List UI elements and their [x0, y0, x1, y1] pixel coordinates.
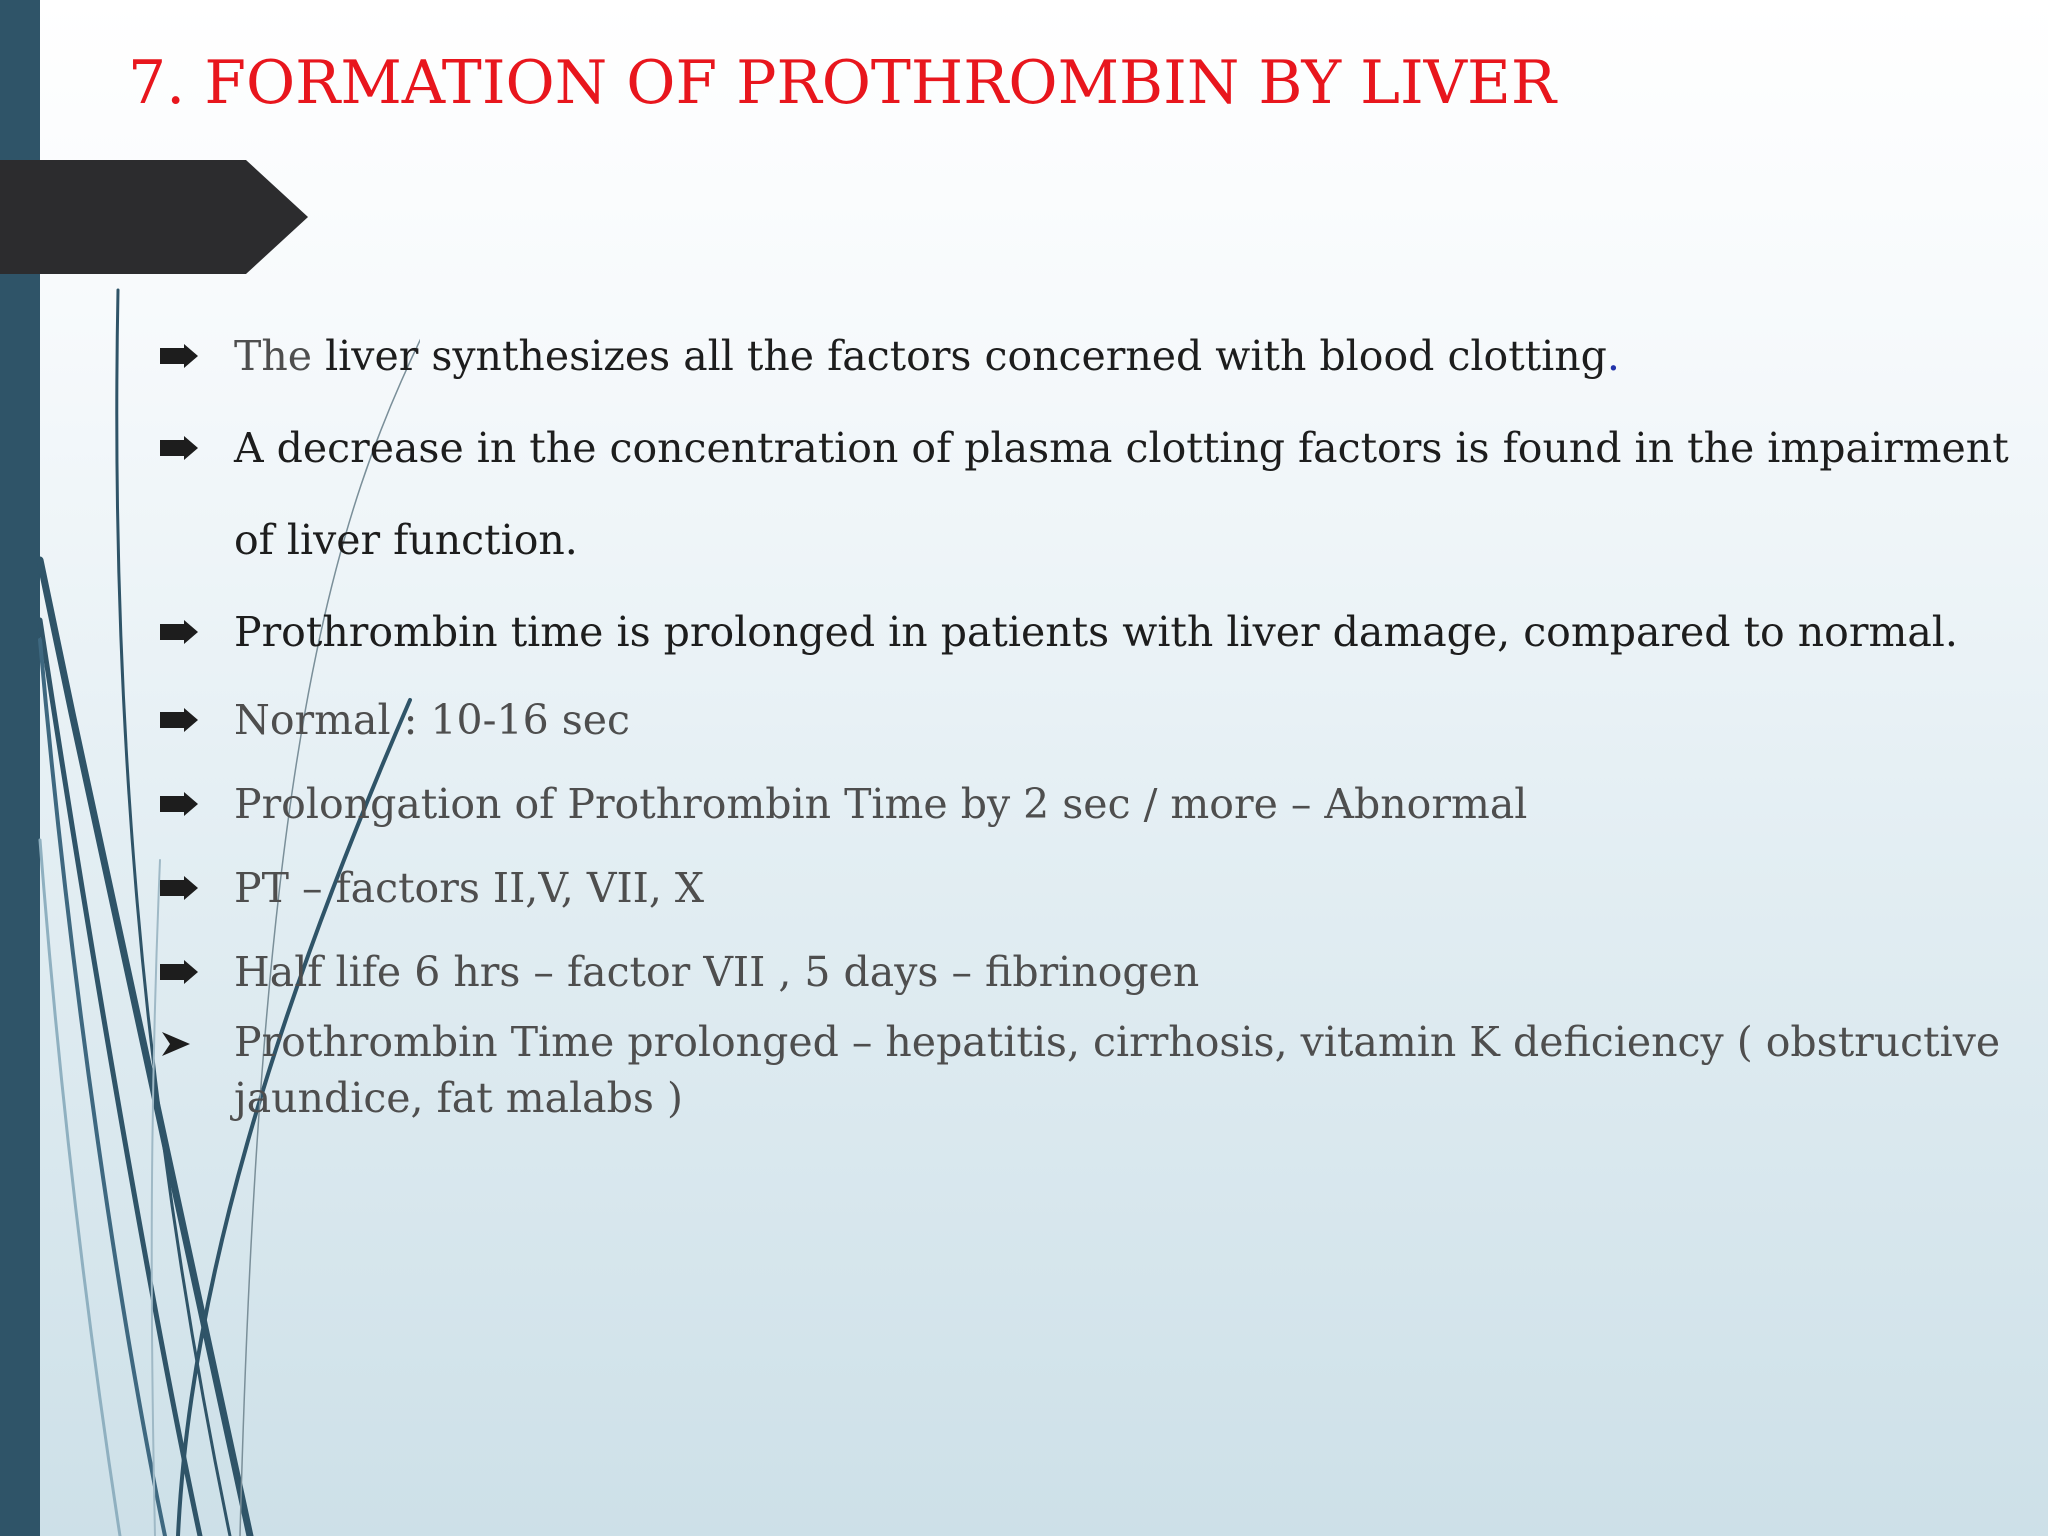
bullet-text: A decrease in the concentration of plasma clotting factors is found in the impairment of liver function.	[234, 424, 2009, 564]
bullet-item	[160, 930, 2040, 1014]
arrow-tab-decoration	[0, 160, 308, 274]
bullet-item	[160, 762, 2040, 846]
arrow-bullet-icon	[160, 708, 198, 732]
bullet-text: Prolongation of Prothrombin Time by 2 sec / more – Abnormal	[234, 780, 1528, 828]
bullet-item	[160, 402, 2040, 586]
arrow-bullet-icon	[160, 344, 198, 368]
chevron-bullet-icon	[160, 1032, 198, 1056]
arrow-bullet-icon	[160, 620, 198, 644]
bullet-item	[160, 846, 2040, 930]
bullet-item	[160, 1014, 2040, 1126]
arrow-bullet-icon	[160, 792, 198, 816]
bullet-text: Half life 6 hrs – factor VII , 5 days – fibrinogen	[234, 948, 1200, 996]
slide-title: 7. FORMATION OF PROTHROMBIN BY LIVER	[128, 48, 1556, 118]
bullet-item	[160, 310, 2040, 402]
bullet-text: Normal : 10-16 sec	[234, 696, 630, 744]
bullet-text: Prothrombin time is prolonged in patients with liver damage, compared to normal.	[234, 608, 1958, 656]
bullet-item	[160, 586, 2040, 678]
bullet-text: Prothrombin Time prolonged – hepatitis, cirrhosis, vitamin K deficiency ( obstructive jaundice, fat malabs )	[234, 1018, 2001, 1122]
arrow-bullet-icon	[160, 436, 198, 460]
bullet-list	[160, 310, 2040, 1126]
bullet-item	[160, 678, 2040, 762]
bullet-suffix: .	[1606, 332, 1620, 380]
bullet-text: PT – factors II,V, VII, X	[234, 864, 705, 912]
bullet-text: liver synthesizes all the factors concerned with blood clotting	[325, 332, 1607, 380]
arrow-bullet-icon	[160, 876, 198, 900]
arrow-bullet-icon	[160, 960, 198, 984]
bullet-prefix: The	[234, 332, 326, 380]
